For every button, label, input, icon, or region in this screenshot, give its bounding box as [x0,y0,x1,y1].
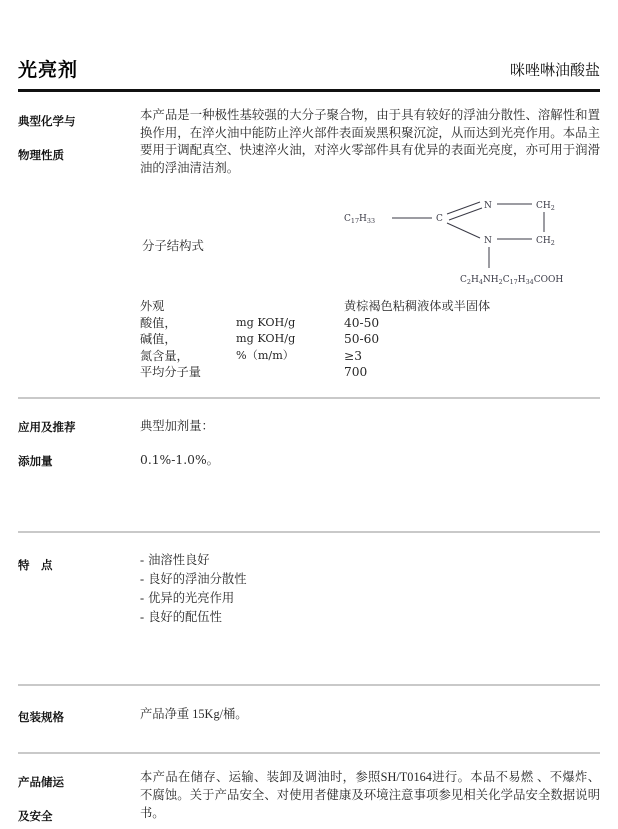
section-features [18,533,600,627]
property-unit: mg KOH/g [236,332,296,345]
formula-nitrogen-top: N [484,201,492,211]
bullet-dash: - [140,552,145,567]
list-item [140,570,600,589]
table-row [140,348,600,365]
bullet-dash: - [140,590,145,605]
section-body-features [140,551,600,627]
table-row [140,298,600,315]
property-name: 碱值， [140,332,177,346]
section-label-chemical-line2: 物理性质 [18,148,64,162]
document-page [0,26,618,829]
section-body-application [140,413,600,473]
section-label-application-line2: 添加量 [18,453,53,468]
property-unit: %（m/m） [236,348,294,362]
formula-left-group: $C_{17}H_{33}$ [344,214,376,225]
section-label-chemical-line1: 典型化学与 [18,114,76,128]
properties-table [140,298,600,381]
section-label-storage-line1: 产品储运 [18,774,64,789]
property-value: 40-50 [344,315,380,330]
bullet-dash: - [140,571,145,586]
section-storage-safety [18,754,600,829]
section-chemical-physical [18,92,600,381]
list-item [140,608,600,627]
application-dosage-value: 0.1%-1.0%。 [140,452,219,467]
section-label-application [18,413,140,474]
property-value: 700 [344,365,368,379]
molecular-structure-block [140,196,600,292]
application-dosage-label: 典型加剂量： [140,418,214,433]
section-body-packaging [140,703,600,725]
table-row [140,331,600,348]
formula-amide-chain: $C_2H_4NH_2C_{17}H_{34}COOH$ [460,275,564,286]
chemical-description-paragraph: 本产品是一种极性基较强的大分子聚合物，由于具有较好的浮油分散性、溶解性和置换作用，在淬火油中能防止淬火部件表面炭黑积聚沉淀，从而达到光亮作用。本品主要用于调配真空、快速淬火油，对淬火零部件具有优异的表面光亮度，亦可用于润滑油的浮油清洁剂。 [140,108,600,175]
formula-ch2-top: $CH_2$ [536,201,555,212]
property-unit: mg KOH/g [236,315,296,329]
property-name: 平均分子量 [140,365,201,379]
list-item [140,589,600,608]
molecular-structure-diagram [340,196,600,292]
property-value: 50-60 [344,332,380,346]
product-name: 咪唑啉油酸盐 [509,61,600,79]
page-title: 光亮剂 [18,59,79,81]
feature-text: 油溶性良好 [148,552,210,567]
bullet-dash: - [140,609,145,624]
section-application [18,399,600,484]
section-label-storage-line2: 及安全 [18,808,53,823]
property-unit [236,298,344,315]
section-label-storage [18,768,140,829]
section-body-chemical [140,107,600,381]
section-label-packaging: 包装规格 [18,709,64,724]
storage-safety-paragraph: 本产品在储存、运输、装卸及调油时，参照SH/T0164进行。本品不易燃 、不爆炸、不腐蚀。关于产品安全、对使用者健康及环境注意事项参见相关化学品安全数据说明书。 [140,769,600,820]
feature-text: 优异的光亮作用 [148,590,235,605]
feature-text: 良好的浮油分散性 [148,571,247,586]
list-item [140,551,600,570]
formula-center-carbon: C [436,214,443,224]
section-packaging [18,686,600,730]
packaging-spec-text: 产品净重 15Kg/桶。 [140,706,248,721]
property-name: 酸值， [140,315,177,330]
property-name: 氮含量， [140,348,189,363]
table-row [140,364,600,381]
feature-text: 良好的配伍性 [148,609,222,624]
section-label-chemical [18,107,140,168]
formula-ch2-bottom: $CH_2$ [536,236,555,247]
property-value: 黄棕褐色粘稠液体或半固体 [344,299,491,313]
property-value: ≥3 [344,348,362,363]
property-unit [236,364,344,381]
document-header [18,26,600,82]
molecular-structure-caption: 分子结构式 [142,239,204,253]
section-body-storage [140,768,600,822]
formula-nitrogen-bottom: N [484,236,492,246]
property-name: 外观 [140,299,165,313]
section-label-application-line1: 应用及推荐 [18,419,76,434]
features-list [140,551,600,627]
section-label-features: 特 点 [18,557,53,572]
table-row [140,315,600,332]
